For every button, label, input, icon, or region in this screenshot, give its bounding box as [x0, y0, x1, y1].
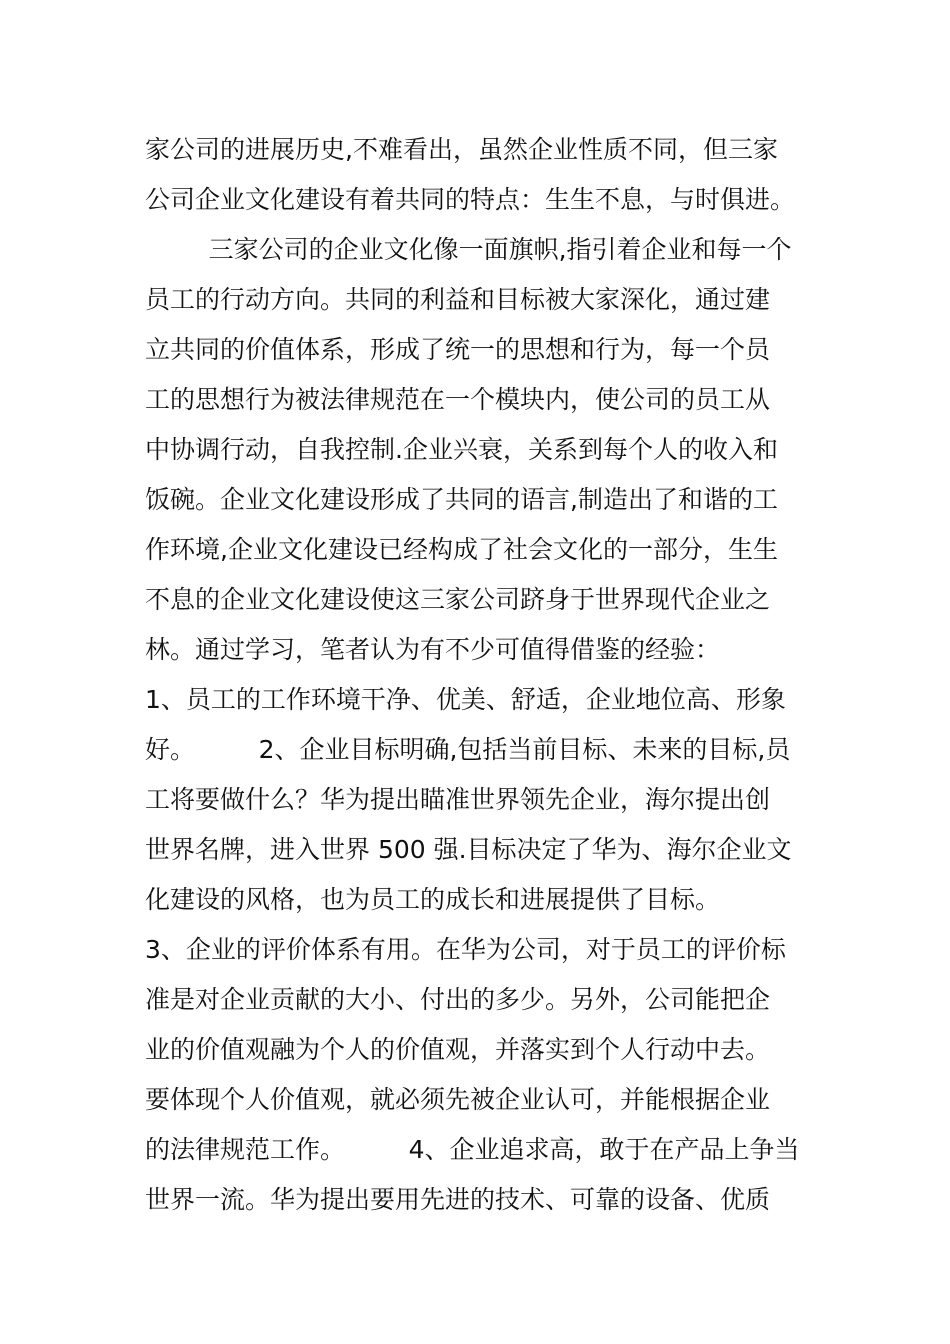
text-line: 要体现个人价值观，就必须先被企业认可，并能根据企业: [145, 1085, 771, 1114]
text-line: 世界一流。华为提出要用先进的技术、可靠的设备、优质: [145, 1185, 771, 1214]
text-line: 饭碗。企业文化建设形成了共同的语言,制造出了和谐的工: [145, 485, 778, 514]
body-text: [145, 125, 815, 1225]
text-line: 中协调行动，自我控制.企业兴衰，关系到每个人的收入和: [145, 435, 778, 464]
text-line: 三家公司的企业文化像一面旗帜,指引着企业和每一个: [145, 235, 792, 264]
text-line: 的法律规范工作。 4、企业追求高，敢于在产品上争当: [145, 1135, 800, 1164]
text-line: 世界名牌，进入世界 500 强.目标决定了华为、海尔企业文: [145, 835, 792, 864]
text-line: 林。通过学习，笔者认为有不少可值得借鉴的经验：: [145, 635, 721, 664]
text-line: 员工的行动方向。共同的利益和目标被大家深化，通过建: [145, 285, 771, 314]
text-line: 工将要做什么？华为提出瞄准世界领先企业，海尔提出创: [145, 785, 771, 814]
text-line: 立共同的价值体系，形成了统一的思想和行为，每一个员: [145, 335, 771, 364]
text-line: 3、企业的评价体系有用。在华为公司，对于员工的评价标: [145, 935, 786, 964]
text-line: 业的价值观融为个人的价值观，并落实到个人行动中去。: [145, 1035, 771, 1064]
text-line: 不息的企业文化建设使这三家公司跻身于世界现代企业之: [145, 585, 771, 614]
text-line: 好。 2、企业目标明确,包括当前目标、未来的目标,员: [145, 735, 791, 764]
text-line: 家公司的进展历史,不难看出，虽然企业性质不同，但三家: [145, 135, 778, 164]
text-line: 工的思想行为被法律规范在一个模块内，使公司的员工从: [145, 385, 771, 414]
text-line: 化建设的风格，也为员工的成长和进展提供了目标。: [145, 885, 721, 914]
text-line: 作环境,企业文化建设已经构成了社会文化的一部分，生生: [145, 535, 778, 564]
text-line: 公司企业文化建设有着共同的特点：生生不息，与时俱进。: [145, 185, 796, 214]
text-line: 1、员工的工作环境干净、优美、舒适，企业地位高、形象: [145, 685, 786, 714]
text-line: 准是对企业贡献的大小、付出的多少。另外，公司能把企: [145, 985, 771, 1014]
